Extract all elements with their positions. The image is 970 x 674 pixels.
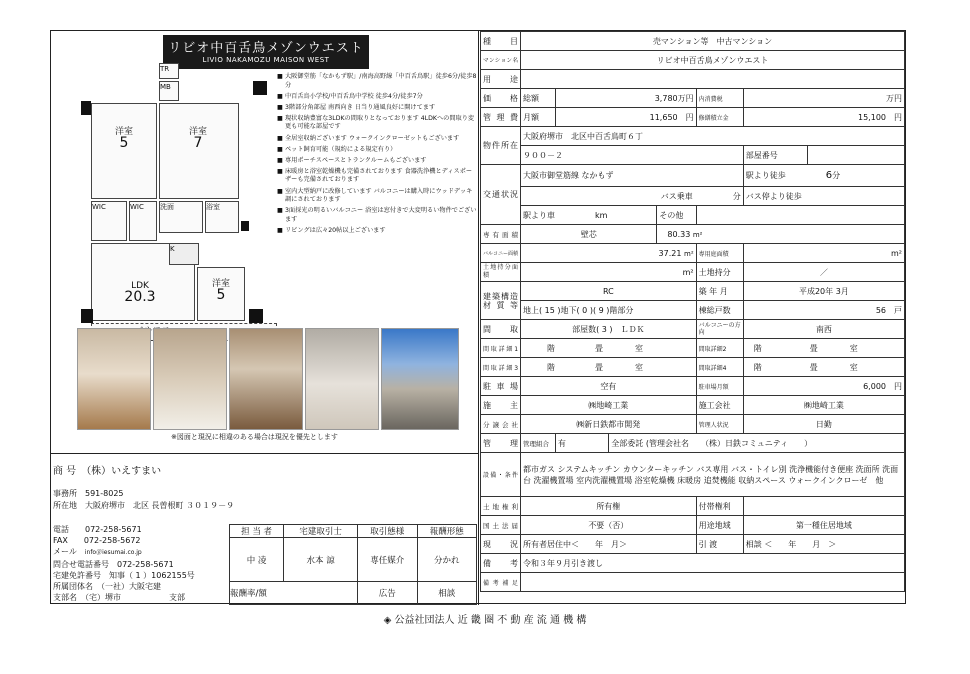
detail3-value: 階 畳 室 [521, 358, 697, 377]
feature-note: ■ ペット飼育可能（規約による規定有り） [277, 145, 397, 153]
spec-row-type [481, 32, 905, 51]
seller-label: 分譲会社 [481, 415, 521, 434]
spec-row-remarks-extra [481, 573, 905, 592]
remarks-value: 令和３年９月引き渡し [521, 554, 905, 573]
feature-note: ■ 中百舌鳥小学校/中百舌鳥中学校 徒歩4分/徒歩7分 [277, 92, 423, 100]
room-number-value [807, 146, 904, 165]
photo-building-exterior [381, 328, 459, 430]
type-label: 種 目 [481, 32, 521, 51]
company-mail-row: メール info＠iesumai.co.jp [53, 547, 142, 556]
spec-row-builder [481, 396, 905, 415]
organization-logo-icon: ◈ [383, 615, 395, 626]
pillar [253, 81, 267, 95]
pillar [81, 309, 93, 323]
balcony-area-label: バルコニー面積 [481, 244, 521, 263]
feature-note: ■ 専用ポーチスペースとトランクルームもございます [277, 156, 427, 164]
lot-value: ９００－２ [521, 146, 744, 165]
union-value: 有 [555, 434, 608, 453]
name-label: マンション名 [481, 51, 521, 70]
units-value: 56 戸 [743, 301, 904, 320]
room-western-1-label: 洋室 5 [114, 127, 133, 151]
spec-row-status [481, 535, 905, 554]
feature-note: ■ 3面採光の明るいバルコニー 浴室は窓付きで大変明るい物件でございます [277, 207, 477, 223]
feature-note: ■ 大阪御堂筋「なかもず駅」/南海高野線「中百舌鳥駅」徒歩6分/徒歩8分 [277, 73, 477, 89]
price-total-label: 総額 [521, 89, 556, 108]
room-western-2 [159, 103, 239, 199]
spec-panel [480, 31, 905, 605]
zoning-value: 第一種住居地域 [743, 516, 904, 535]
management-value: 全部委託 (管理会社名 （株）日鉄コミュニティ ） [609, 434, 905, 453]
footer-organization: ◈ 公益社団法人 近 畿 圏 不 動 産 流 通 機 構 [383, 615, 587, 626]
flyer-sheet [50, 30, 906, 604]
spec-row-floors [481, 301, 905, 320]
spec-row-detail-b [481, 358, 905, 377]
staff-header: 担 当 者 [230, 525, 284, 538]
spec-row-area [481, 225, 905, 244]
photo-kitchen [229, 328, 303, 430]
management-label: 管 理 [481, 434, 521, 453]
spec-row-land [481, 263, 905, 282]
fee-rate-label: 報酬率/額 [230, 582, 358, 605]
repair-fee-label: 修繕積立金 [696, 108, 743, 127]
attached-right-label: 付帯権利 [696, 497, 743, 516]
structure-label: 建築構造材質等 [481, 282, 521, 320]
land-share-value: ／ [743, 263, 904, 282]
spec-row-parking [481, 377, 905, 396]
pillar [81, 101, 91, 115]
staff-header: 宅建取引士 [284, 525, 358, 538]
detail1-label: 間取詳細1 [481, 339, 521, 358]
feature-note: ■ 現状収納豊富な3LDKの間取りとなっております 4LDKへの間取り変更も可能な部屋です [277, 114, 475, 131]
mgmt-fee-label: 管理費 [481, 108, 521, 127]
feature-note: ■ 3階部分角部屋 南西向き 日当り通風良好に開けてます [277, 103, 436, 111]
photo-bathroom [305, 328, 379, 430]
land-right-value: 所有権 [521, 497, 697, 516]
wall-label: 壁芯 [521, 225, 657, 244]
spec-row-balcony [481, 244, 905, 263]
remarks-label: 備 考 [481, 554, 521, 573]
land-right-label: 土地権利 [481, 497, 521, 516]
status-value: 所有者居住中＜ 年 月＞ [521, 535, 697, 554]
spec-row-layout [481, 320, 905, 339]
staff-header: 報酬形態 [417, 525, 476, 538]
floors-value: 地上( 15 )地下( 0 )( 9 )階部分 [521, 301, 697, 320]
tax-value: 万円 [743, 89, 904, 108]
room-western-3-label: 洋室 5 [211, 279, 230, 303]
detail1-value: 階 畳 室 [521, 339, 697, 358]
photo-caption: ※図面と現況に相違のある場合は現況を優先とします [171, 433, 338, 441]
property-title-banner [163, 35, 369, 69]
price-value: 3,780万円 [555, 89, 696, 108]
layout-label: 間 取 [481, 320, 521, 339]
type-value: 売マンション等 中古マンション [521, 32, 905, 51]
direction-value: 南西 [743, 320, 904, 339]
bus-walk-label: バス停より徒歩 [743, 187, 904, 206]
company-address-row: 所在地 大阪府堺市 北区 長曽根町 ３０１９－９ [53, 501, 235, 510]
photo-living-room [77, 328, 151, 430]
company-license-row: 宅建免許番号 知事（ 1 ）1062155号 [53, 571, 195, 580]
handover-label: 引 渡 [696, 535, 743, 554]
kitchen: K [169, 243, 199, 265]
left-panel [51, 31, 479, 605]
company-branch-row: 支部名 （宅）堺市 支部 [53, 593, 185, 602]
walk-value: 駅より徒歩 6分 [743, 165, 904, 187]
other-label: その他 [657, 206, 696, 225]
parking-label: 駐 車 場 [481, 377, 521, 396]
property-title-jp: リビオ中百舌鳥メゾンウエスト [168, 41, 364, 56]
spec-row-equipment [481, 453, 905, 497]
property-title-en: LIVIO NAKAMOZU MAISON WEST [202, 56, 330, 64]
use-label: 用 途 [481, 70, 521, 89]
mgmt-status-label: 管理人状況 [696, 415, 743, 434]
line-value: 大阪市御堂筋線 なかもず [521, 165, 744, 187]
washroom: 洗面 [159, 201, 203, 233]
spec-row-structure [481, 282, 905, 301]
structure-value: RC [521, 282, 697, 301]
spec-row-address [481, 127, 905, 146]
units-label: 棟総戸数 [696, 301, 743, 320]
photo-bedroom [153, 328, 227, 430]
staff-transaction-type: 専任媒介 [358, 538, 417, 582]
car-value: 駅より車 km [521, 206, 657, 225]
company-tel-row: 電話 072-258-5671 [53, 525, 142, 534]
staff-fee-type: 分かれ [417, 538, 476, 582]
staff-header: 取引態様 [358, 525, 417, 538]
spec-row-detail-a [481, 339, 905, 358]
spec-row-use [481, 70, 905, 89]
spec-row-land-right [481, 497, 905, 516]
detail3-label: 間取詳細3 [481, 358, 521, 377]
union-label: 管理組合 [521, 434, 556, 453]
spec-row-management [481, 434, 905, 453]
zoning-label: 用途地域 [696, 516, 743, 535]
equipment-value: 都市ガス システムキッチン カウンターキッチン バス専用 バス・トイレ別 洗浄機能付き便座 洗面所 洗面台 洗濯機置場 室内洗濯機置場 浴室乾燥機 床暖房 追焚機能 収納スペース ウォークインクローゼ 他 [521, 453, 905, 497]
tr-closet: TR [159, 63, 179, 79]
private-garden-value: m² [743, 244, 904, 263]
bus-value: バス乗車 分 [521, 187, 744, 206]
builder-value: ㈱地崎工業 [521, 396, 697, 415]
company-fax-row: FAX 072-258-5672 [53, 536, 141, 545]
tax-label: 内消費税 [696, 89, 743, 108]
spec-row-fees [481, 108, 905, 127]
land-share-area-label: 土地持分面積 [481, 263, 521, 282]
remarks-extra-label: 備考補足 [481, 573, 521, 592]
parking-fee-value: 6,000 円 [743, 377, 904, 396]
wic-1: WIC [91, 201, 127, 241]
detail2-value: 階 畳 室 [743, 339, 904, 358]
feature-notes [277, 73, 477, 238]
company-assoc-row: 所属団体名 （一社）大阪宅建 [53, 582, 161, 591]
staff-table [229, 524, 477, 605]
mb-closet: MB [159, 81, 179, 101]
national-law-label: 国土法届 [481, 516, 521, 535]
spec-row-remarks [481, 554, 905, 573]
spec-table [480, 31, 905, 592]
spec-row-name [481, 51, 905, 70]
repair-fee-value: 15,100 円 [743, 108, 904, 127]
monthly-label: 月額 [521, 108, 556, 127]
layout-value: 部屋数( 3 ) ＬＤＫ [521, 320, 697, 339]
land-share-area-value: m² [521, 263, 697, 282]
area-value: 80.33 m² [657, 225, 905, 244]
address-value: 大阪府堺市 北区中百舌鳥町６丁 [521, 127, 905, 146]
spec-row-lot [481, 146, 905, 165]
floor-plan [77, 65, 273, 341]
feature-note: ■ 床暖房と浴室乾燥機も完備されております 食器洗浄機とディスポーザーも完備されております [277, 167, 473, 184]
land-share-label: 土地持分 [696, 263, 743, 282]
detail2-label: 間取詳細2 [696, 339, 743, 358]
parking-value: 空有 [521, 377, 697, 396]
feature-note: ■ 室内大型納戸に改修しています バルコニーは購入時にウッドデッキ調にされております [277, 187, 473, 204]
detail4-label: 間取詳細4 [696, 358, 743, 377]
spec-row-national [481, 516, 905, 535]
mgmt-fee-value: 11,650 円 [555, 108, 696, 127]
other-value [696, 206, 904, 225]
spec-row-price [481, 89, 905, 108]
seller-value: ㈱新日鉄都市開発 [521, 415, 697, 434]
direction-label: バルコニーの方向 [696, 320, 743, 339]
area-label: 専有面積 [481, 225, 521, 244]
room-western-2-label: 洋室 7 [188, 127, 207, 151]
balcony-area-value: 37.21 m² [521, 244, 697, 263]
room-ldk-label: LDK 20.3 [124, 281, 156, 305]
status-label: 現 況 [481, 535, 521, 554]
location-label: 物件所在 [481, 127, 521, 165]
national-law-value: 不要（否） [521, 516, 697, 535]
room-western-1 [91, 103, 157, 199]
room-number-label: 部屋番号 [743, 146, 807, 165]
builder-label: 施 主 [481, 396, 521, 415]
private-garden-label: 専用庭面積 [696, 244, 743, 263]
photo-strip [77, 328, 461, 430]
remarks-extra-value [521, 573, 905, 592]
feature-note: ■ 全居室収納ございます ウォークインクローゼットもございます [277, 134, 460, 142]
ad-value: 相談 [417, 582, 476, 605]
traffic-label: 交通状況 [481, 165, 521, 225]
bathroom: 浴室 [205, 201, 239, 233]
spec-row-car [481, 206, 905, 225]
parking-fee-label: 駐車場月額 [696, 377, 743, 396]
spec-row-bus [481, 187, 905, 206]
staff-person: 中 凌 [230, 538, 284, 582]
staff-license-holder: 水本 諒 [284, 538, 358, 582]
attached-right-value [743, 497, 904, 516]
pillar [241, 221, 249, 231]
equipment-label: 設備・条件 [481, 453, 521, 497]
mgmt-status-value: 日勤 [743, 415, 904, 434]
wic-2: WIC [129, 201, 157, 241]
ad-label: 広告 [358, 582, 417, 605]
contractor-label: 施工会社 [696, 396, 743, 415]
name-value: リビオ中百舌鳥メゾンウエスト [521, 51, 905, 70]
feature-note: ■ リビングは広々20帖以上ございます [277, 226, 386, 234]
built-value: 平成20年 3月 [743, 282, 904, 301]
spec-row-seller [481, 415, 905, 434]
company-name-row: 商 号 （株）いえすまい [53, 466, 162, 477]
handover-value: 相談 ＜ 年 月 ＞ [743, 535, 904, 554]
agent-company-block [51, 453, 479, 605]
spec-row-traffic [481, 165, 905, 187]
pillar [249, 309, 263, 323]
contractor-value: ㈱地崎工業 [743, 396, 904, 415]
detail4-value: 階 畳 室 [743, 358, 904, 377]
price-label: 価 格 [481, 89, 521, 108]
built-label: 築 年 月 [696, 282, 743, 301]
company-inquiry-row: 問合せ電話番号 072-258-5671 [53, 560, 174, 569]
use-value [521, 70, 905, 89]
company-postal-row: 事務所 591-8025 [53, 489, 124, 498]
